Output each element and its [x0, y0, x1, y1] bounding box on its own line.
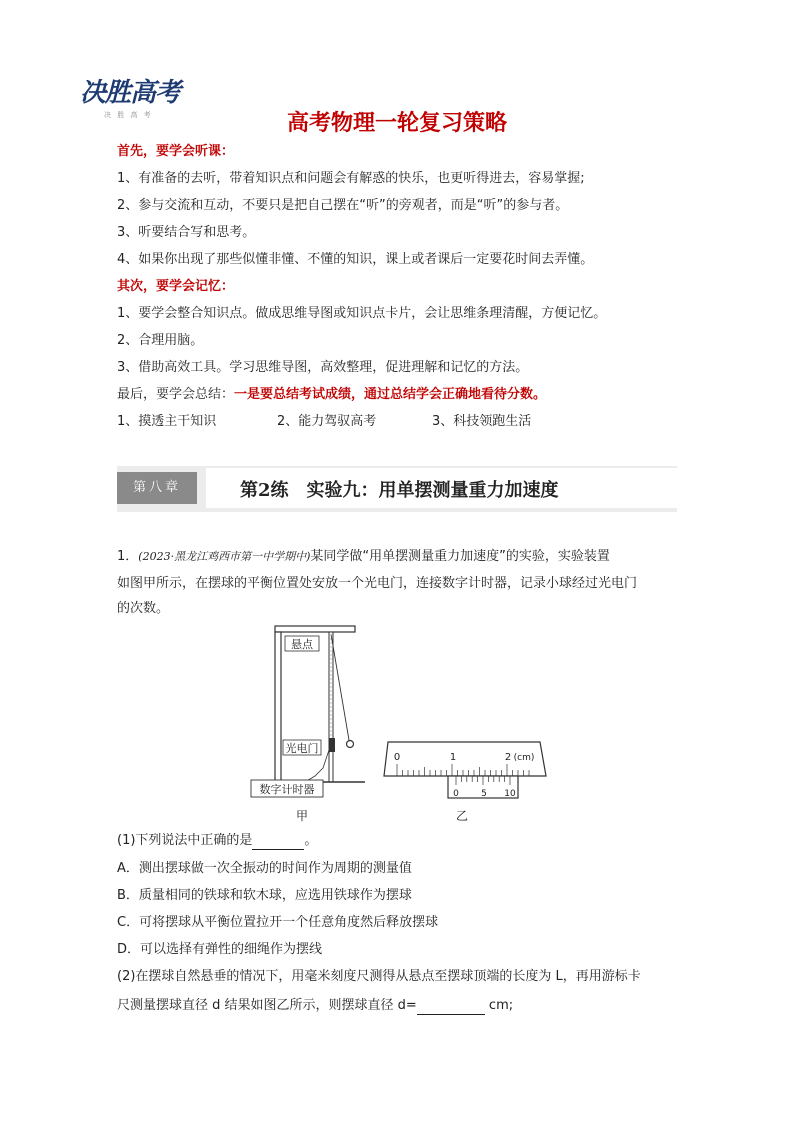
section-last-prefix: 最后，要学会总结： [117, 387, 235, 402]
section-last-emphasis: 一是要总结考试成绩，通过总结学会正确地看待分数。 [234, 387, 547, 402]
photogate-sensor [329, 738, 335, 752]
figure-caption-jia: 甲 [295, 809, 309, 823]
document-title: 高考物理一轮复习策略 [286, 111, 507, 136]
main-tick-label-1: 1 [449, 752, 457, 763]
frame-left-post [275, 632, 281, 782]
main-tick-unit: (cm) [513, 753, 535, 763]
option-c: C．可将摆球从平衡位置拉开一个任意角度然后释放摆球 [117, 915, 439, 930]
frame-top-bar [275, 626, 355, 632]
diameter-answer-blank[interactable] [417, 1000, 485, 1015]
question-number: 1． [117, 549, 139, 564]
vernier-tick-label-10: 10 [504, 789, 516, 799]
photogate-label: 光电门 [285, 742, 319, 755]
chapter-label: 第八章 [117, 472, 197, 504]
question-intro-line2: 如图甲所示，在摆球的平衡位置处安放一个光电门，连接数字计时器，记录小球经过光电门 [117, 576, 638, 591]
option-a: A．测出摆球做一次全振动的时间作为周期的测量值 [117, 861, 412, 876]
digital-timer-label: 数字计时器 [259, 783, 315, 796]
part2-line2-unit: cm; [484, 998, 514, 1013]
first-item-3: 3、听要结合写和思考。 [117, 225, 256, 240]
question-source: (2023·黑龙江鸡西市第一中学期中) [138, 550, 311, 563]
second-item-1: 1、要学会整合知识点。做成思维导图或知识点卡片，会让思维条理清醒，方便记忆。 [117, 306, 607, 321]
figure-pendulum-apparatus [245, 620, 375, 825]
first-item-1: 1、有准备的去听，带着知识点和问题会有解惑的快乐，也更听得进去，容易掌握; [117, 171, 585, 186]
figure-caption-yi: 乙 [455, 809, 469, 823]
bottom-items [117, 413, 531, 431]
part2-line2-text: 尺测量摆球直径 d 结果如图乙所示，则摆球直径 d= [117, 998, 417, 1013]
main-tick-label-0: 0 [393, 752, 401, 763]
question-intro [117, 548, 610, 566]
first-item-4: 4、如果你出现了那些似懂非懂、不懂的知识，课上或者课后一定要花时间去弄懂。 [117, 252, 594, 267]
option-b: B．质量相同的铁球和软木球，应选用铁球作为摆球 [117, 888, 412, 903]
option-d: D．可以选择有弹性的细绳作为摆线 [117, 942, 323, 957]
section-first-heading: 首先，要学会听课： [117, 144, 235, 159]
banner-title: 第2练 实验九：用单摆测量重力加速度 [240, 480, 559, 501]
part1-answer-blank[interactable] [252, 835, 304, 850]
vernier-tick-label-5: 5 [481, 789, 487, 799]
second-item-3: 3、借助高效工具。学习思维导图，高效整理，促进理解和记忆的方法。 [117, 360, 529, 375]
pivot-label: 悬点 [291, 638, 313, 651]
section-second-heading: 其次，要学会记忆： [117, 279, 235, 294]
bottom-item-1: 1、摸透主干知识 [117, 414, 217, 429]
section-last [117, 386, 546, 404]
question-intro-text: 某同学做“用单摆测量重力加速度”的实验，实验装置 [310, 549, 610, 564]
part1-prompt [117, 832, 317, 850]
part2-line1: (2)在摆球自然悬垂的情况下，用毫米刻度尺测得从悬点至摆球顶端的长度为 L，再用游标卡 [117, 969, 641, 984]
pendulum-string [331, 634, 349, 740]
main-tick-label-2: 2 [504, 752, 512, 763]
logo: 决胜高考 [80, 78, 181, 108]
logo-subtext: 决 胜 高 考 [104, 111, 153, 119]
question-intro-line3: 的次数。 [117, 601, 170, 616]
part1-prompt-end: 。 [304, 833, 318, 848]
second-item-2: 2、合理用脑。 [117, 333, 204, 348]
bottom-item-2: 2、能力驾驭高考 [277, 414, 377, 429]
part1-prompt-text: (1)下列说法中正确的是 [117, 833, 253, 848]
figure-vernier-caliper [380, 740, 550, 825]
vernier-tick-label-0: 0 [453, 789, 459, 799]
bottom-item-3: 3、科技领跑生活 [432, 414, 532, 429]
first-item-2: 2、参与交流和互动，不要只是把自己摆在“听”的旁观者，而是“听”的参与者。 [117, 198, 569, 213]
pendulum-bob [347, 741, 354, 748]
part2-line2 [117, 997, 513, 1015]
